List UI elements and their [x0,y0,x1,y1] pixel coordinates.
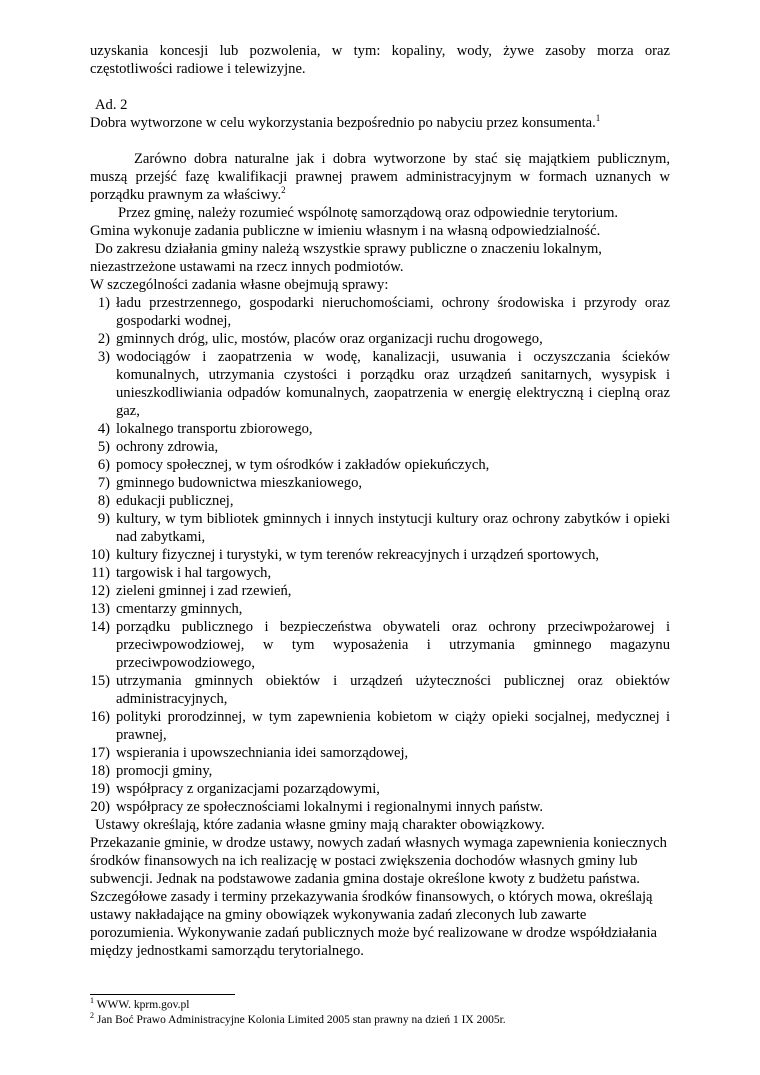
footnote-number: 1 [90,996,94,1006]
list-item [90,600,670,618]
list-item-text: gminnego budownictwa mieszkaniowego, [116,475,363,491]
list-item-number: 20) [90,799,110,815]
list-item-text: wodociągów i zaopatrzenia w wodę, kanalizacji, usuwania i oczyszczania ścieków komunalnych, utrzymania czystości i porządku oraz urządzeń sanitarnych, wysypisk i unieszkodliwiania odpadów komunalnych, zaopatrzenia w energię elektryczną i cieplną oraz gaz, [116,349,670,419]
list-item-number: 3) [97,349,110,365]
list-item-number: 15) [90,673,110,689]
list-item [90,762,670,780]
list-item-number: 18) [90,763,110,779]
list-item-number: 1) [97,295,110,311]
paragraph-obligatory-tasks: Ustawy określają, które zadania własne gminy mają charakter obowiązkowy. [95,817,545,833]
footnote [90,998,670,1013]
list-item [90,438,670,456]
footnote-ref-2[interactable]: 2 [281,185,286,196]
list-item-number: 16) [90,709,110,725]
list-item [90,582,670,600]
list-item-number: 9) [97,511,110,527]
list-item-text: ochrony zdrowia, [116,439,219,455]
paragraph-public-property [90,150,670,204]
list-item-number: 10) [90,547,110,563]
list-item-number: 12) [90,583,110,599]
list-item-number: 17) [90,745,110,761]
paragraph-gmina-scope: Do zakresu działania gminy należą wszystkie sprawy publiczne o znaczeniu lokalnym, niezastrzeżone ustawami na rzecz innych podmiotów. [90,241,602,275]
list-item-text: cmentarzy gminnych, [116,601,243,617]
list-item [90,492,670,510]
list-item [90,546,670,564]
intro-paragraph: uzyskania koncesji lub pozwolenia, w tym: kopaliny, wody, żywe zasoby morza oraz częstotliwości radiowe i telewizyjne. [90,43,670,77]
list-item [90,474,670,492]
list-item [90,708,670,744]
list-item-text: promocji gminy, [116,763,213,779]
list-item-text: współpracy ze społecznościami lokalnymi i regionalnymi innych państw. [116,799,544,815]
ad-text: Dobra wytworzone w celu wykorzystania bezpośrednio po nabyciu przez konsumenta. [90,115,596,131]
list-item [90,294,670,330]
list-item-text: kultury, w tym bibliotek gminnych i innych instytucji kultury oraz ochrony zabytków i opieki nad zabytkami, [116,511,670,545]
list-item [90,780,670,798]
list-item-text: edukacji publicznej, [116,493,234,509]
list-item [90,330,670,348]
list-item-number: 2) [97,331,110,347]
paragraph-gmina-definition: Przez gminę, należy rozumieć wspólnotę samorządową oraz odpowiednie terytorium. [118,205,619,221]
ad-paragraph [90,114,670,132]
footnotes [90,998,670,1028]
list-item-number: 14) [90,619,110,635]
list-item-text: polityki prorodzinnej, w tym zapewnienia kobietom w ciąży opieki socjalnej, medycznej i prawnej, [116,709,670,743]
list-item-text: wspierania i upowszechniania idei samorządowej, [116,745,409,761]
list-item-number: 5) [97,439,110,455]
list-item [90,510,670,546]
list-item-number: 6) [97,457,110,473]
list-item-number: 4) [97,421,110,437]
list-item-text: lokalnego transportu zbiorowego, [116,421,313,437]
list-item-text: zieleni gminnej i zad rzewień, [116,583,292,599]
list-item-text: ładu przestrzennego, gospodarki nieruchomościami, ochrony środowiska i przyrody oraz gospodarki wodnej, [116,295,670,329]
footnote-text: Jan Boć Prawo Administracyjne Kolonia Limited 2005 stan prawny na dzień 1 IX 2005r. [96,1014,506,1026]
list-item-text: targowisk i hal targowych, [116,565,272,581]
list-item [90,798,670,816]
list-item-number: 19) [90,781,110,797]
list-item [90,348,670,420]
list-item-text: kultury fizycznej i turystyki, w tym terenów rekreacyjnych i urządzeń sportowych, [116,547,600,563]
paragraph-financing: Przekazanie gminie, w drodze ustawy, nowych zadań własnych wymaga zapewnienia koniecznych środków finansowych na ich realizację w postaci zwiększenia dochodów własnych gminy lub subwencji. Jednak na podstawowe zadania gmina dostaje określone kwoty z budżetu państwa. Szczegółowe zasady i terminy przekazywania środków finansowych, o których mowa, określają ustawy nakładające na gminy obowiązek wykonywania zadań zleconych lub zawarte porozumienia. Wykonywanie zadań publicznych może być realizowane w drodze współdziałania między jednostkami samorządu terytorialnego. [90,835,667,959]
list-item [90,672,670,708]
list-item [90,564,670,582]
list-item-text: utrzymania gminnych obiektów i urządzeń użyteczności publicznej oraz obiektów administracyjnych, [116,673,670,707]
list-item-number: 7) [97,475,110,491]
list-intro: W szczególności zadania własne obejmują sprawy: [90,277,389,293]
ad-heading: Ad. 2 [95,97,128,113]
list-item-text: gminnych dróg, ulic, mostów, placów oraz organizacji ruchu drogowego, [116,331,543,347]
list-item [90,420,670,438]
list-item-text: porządku publicznego i bezpieczeństwa obywateli oraz ochrony przeciwpożarowej i przeciwpowodziowej, w tym wyposażenia i utrzymania gminnego magazynu przeciwpowodziowego, [116,619,670,671]
footnote [90,1013,670,1028]
paragraph-gmina-tasks: Gmina wykonuje zadania publiczne w imieniu własnym i na własną odpowiedzialność. [90,223,601,239]
footnote-separator [90,994,235,995]
list-item-number: 11) [91,565,110,581]
paragraph-public-property-text: Zarówno dobra naturalne jak i dobra wytworzone by stać się majątkiem publicznym, muszą przejść fazę kwalifikacji prawnej prawem administracyjnym w formach uznanych w porządku prawnym za właściwy. [90,151,670,203]
list-item [90,456,670,474]
list-item [90,618,670,672]
list-item [90,744,670,762]
list-item-number: 8) [97,493,110,509]
document-body [90,42,670,960]
own-tasks-list [90,294,670,816]
footnote-ref-1[interactable]: 1 [595,113,601,124]
list-item-number: 13) [90,601,110,617]
footnote-text: WWW. kprm.gov.pl [96,999,190,1011]
footnote-number: 2 [90,1011,94,1021]
list-item-text: pomocy społecznej, w tym ośrodków i zakładów opiekuńczych, [116,457,490,473]
list-item-text: współpracy z organizacjami pozarządowymi, [116,781,380,797]
